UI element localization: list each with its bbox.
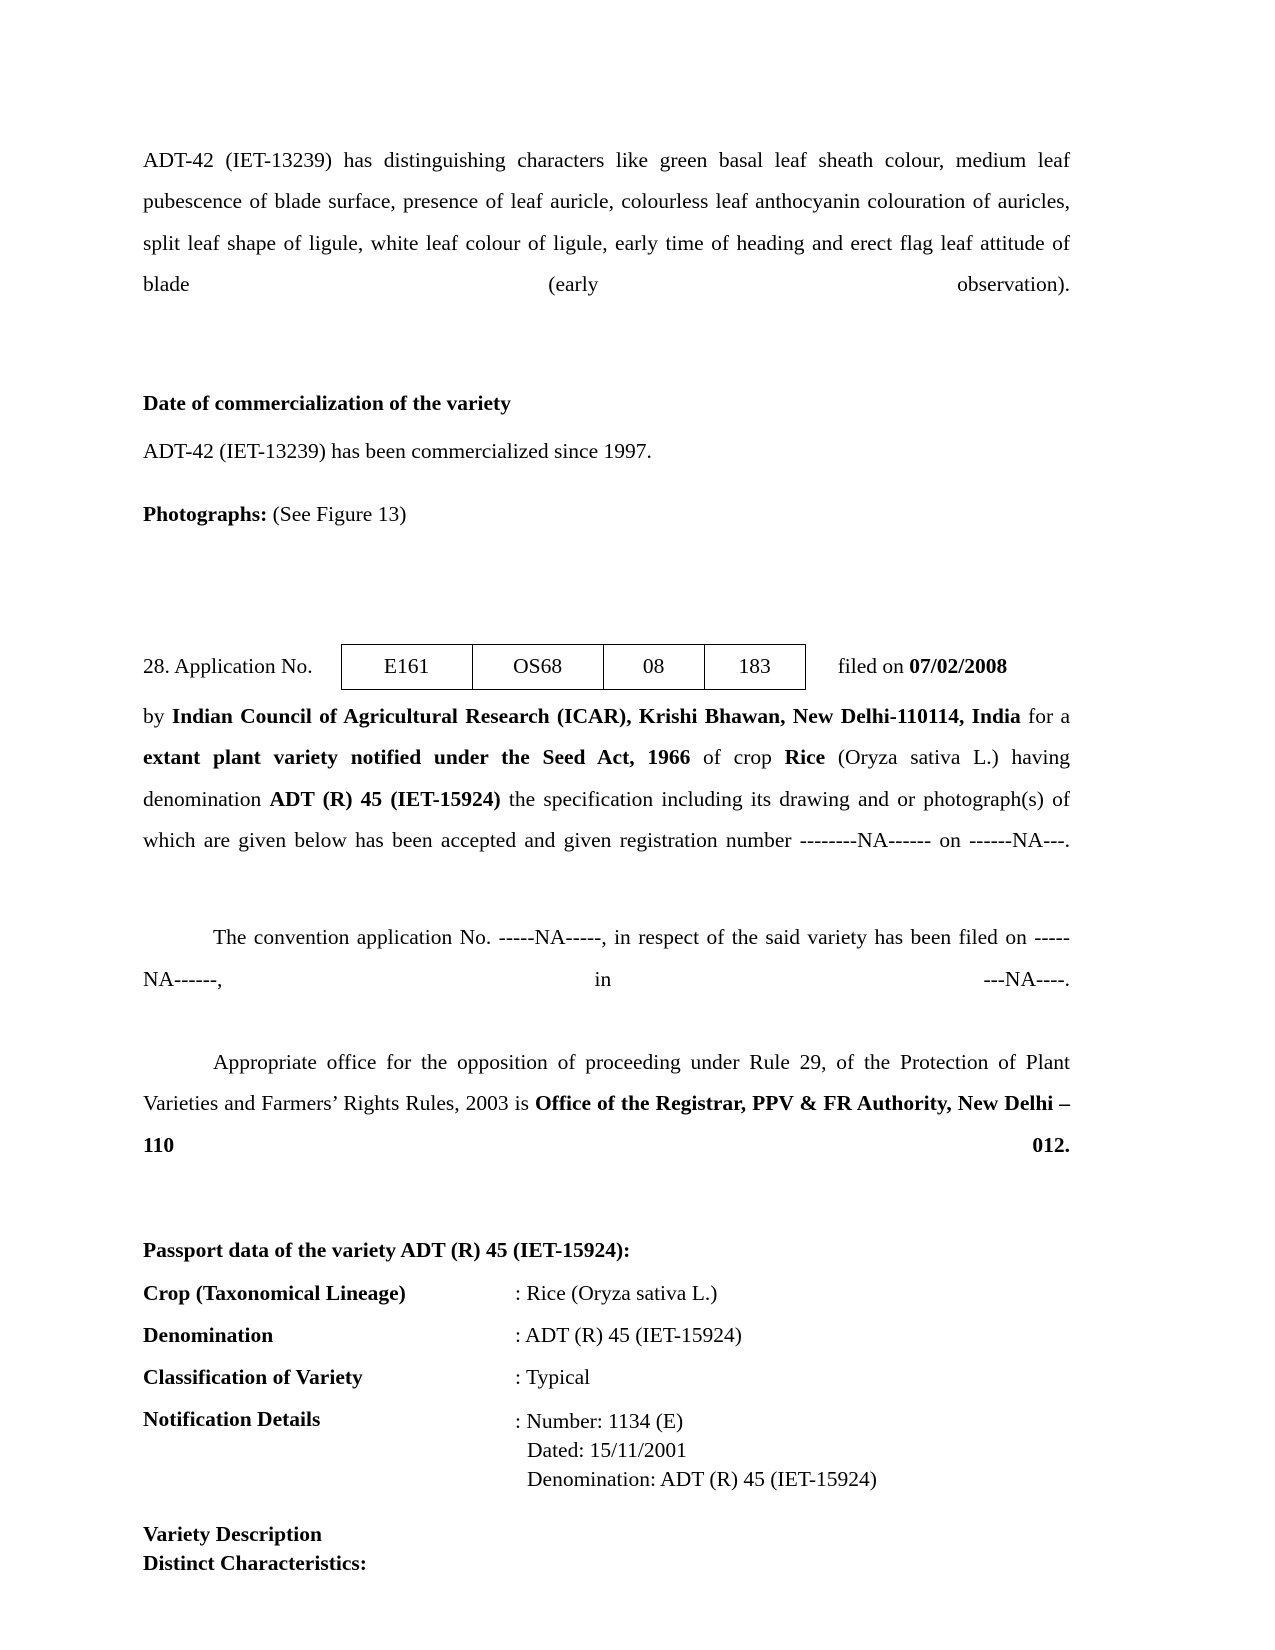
opposition-office-text — [143, 1042, 1070, 1208]
spacer — [143, 1208, 1070, 1238]
by-word: by — [143, 703, 172, 728]
commercialization-heading-text: Date of commercialization of the variety — [143, 391, 511, 416]
passport-row-denomination — [143, 1323, 1070, 1348]
crop-name: Rice — [784, 745, 826, 770]
passport-value-denomination: : ADT (R) 45 (IET-15924) — [515, 1322, 742, 1347]
notification-denomination: Denomination: ADT (R) 45 (IET-15924) — [527, 1466, 877, 1491]
appno-cell-serial: 183 — [704, 644, 805, 689]
photographs-value: (See Figure 13) — [267, 502, 407, 527]
photographs-line — [143, 494, 1070, 535]
passport-value-classification: : Typical — [515, 1364, 591, 1389]
passport-row-classification — [143, 1365, 1070, 1390]
opposition-office: Office of the Registrar, PPV & FR Authority, New Delhi – 110 012. — [143, 1091, 1070, 1157]
opposition-prefix: Appropriate office for the opposition of proceeding under Rule 29, of the Protection of Plant Varieties and Farmers’ Rights Rules, 2003 is — [143, 1049, 1070, 1116]
spacer — [143, 903, 1070, 917]
commercialization-text: ADT-42 (IET-13239) has been commercialized since 1997. — [143, 438, 652, 463]
photographs-label: Photographs: — [143, 502, 268, 527]
applicant-name: Indian Council of Agricultural Research (ICAR), Krishi Bhawan, New Delhi-110114, India — [171, 703, 1021, 728]
denomination-value: ADT (R) 45 (IET-15924) — [269, 786, 501, 811]
commercialization-heading — [143, 383, 1070, 424]
passport-data-title: Passport data of the variety ADT (R) 45 (IET-15924): — [143, 1237, 631, 1262]
intro-paragraph: ADT-42 (IET-13239) has distinguishing characters like green basal leaf sheath colour, medium leaf pubescence of blade surface, presence of leaf auricle, colourless leaf anthocyanin colouration of auricles, split leaf shape of ligule, white leaf colour of ligule, early time of heading and erect flag leaf attitude of blade (early observation). — [143, 148, 1070, 297]
for-a-text: for a — [1020, 703, 1070, 728]
variety-description-heading: Variety Description — [143, 1521, 322, 1546]
filed-on-date: 07/02/2008 — [909, 654, 1008, 679]
passport-value-crop: : Rice (Oryza sativa L.) — [515, 1280, 718, 1305]
variety-description-block — [143, 1520, 1070, 1578]
of-crop-text: of crop — [690, 745, 785, 770]
distinct-characteristics-heading: Distinct Characteristics: — [143, 1550, 367, 1575]
application-number-row — [143, 644, 1070, 690]
appno-cell-crop-code: OS68 — [472, 644, 603, 689]
filed-on-prefix: filed on — [837, 654, 910, 679]
filed-on-text — [838, 654, 1008, 679]
spacer — [143, 369, 1070, 383]
passport-key-denomination: Denomination — [143, 1322, 274, 1347]
notification-number: : Number: 1134 (E) — [515, 1408, 684, 1433]
passport-key-notification: Notification Details — [143, 1406, 321, 1431]
table-row — [341, 644, 805, 689]
application-body — [143, 696, 1070, 903]
notification-date: Dated: 15/11/2001 — [527, 1437, 687, 1462]
appno-cell-office-code: E161 — [341, 644, 472, 689]
convention-application-text: The convention application No. -----NA-----, in respect of the said variety has been filed on -----NA------, in ---NA----. — [143, 925, 1070, 991]
passport-row-notification — [143, 1407, 1070, 1494]
spacer-large — [143, 558, 1070, 644]
application-number-label: 28. Application No. — [143, 654, 313, 679]
passport-value-notification — [515, 1407, 1070, 1494]
specification-text: the specification including its drawing and or photograph(s) of which are given below has been accepted and given registration number --------NA------ on ------NA---. — [143, 786, 1071, 853]
passport-row-crop — [143, 1281, 1070, 1306]
application-number-table — [341, 644, 806, 690]
variety-type: extant plant variety notified under the Seed Act, 1966 — [143, 745, 691, 770]
crop-botanical-text: (Oryza sativa L.) having denomination — [143, 745, 1070, 811]
passport-key-classification: Classification of Variety — [143, 1364, 363, 1389]
passport-key-crop: Crop (Taxonomical Lineage) — [143, 1280, 406, 1305]
appno-cell-year: 08 — [603, 644, 704, 689]
